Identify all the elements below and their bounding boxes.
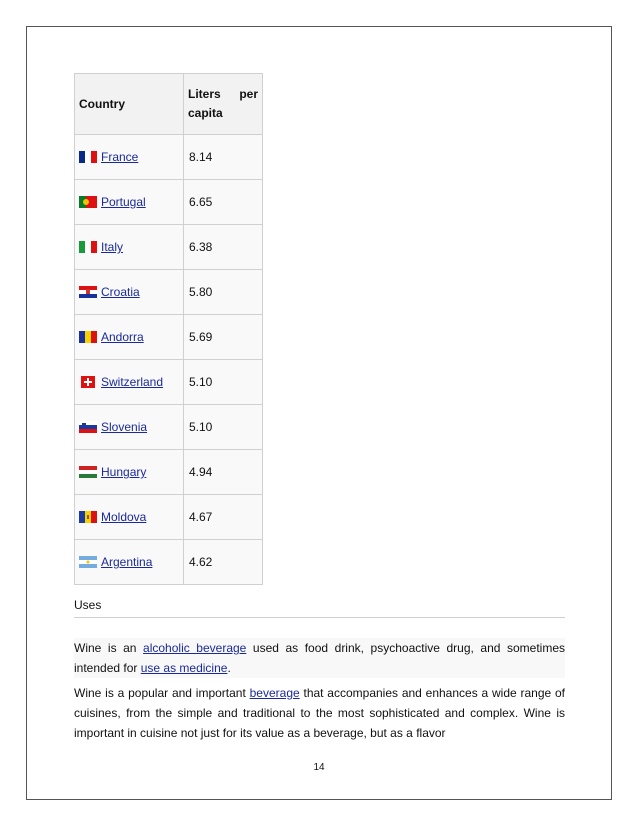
country-cell [75, 270, 184, 315]
country-link[interactable]: Andorra [101, 330, 144, 344]
country-cell [75, 225, 184, 270]
country-link[interactable]: Slovenia [101, 420, 148, 434]
country-cell [75, 135, 184, 180]
liters-value: 5.10 [189, 375, 213, 389]
croatia-flag-icon [79, 286, 97, 298]
country-link[interactable]: France [101, 150, 139, 164]
table-row [75, 270, 263, 315]
uses-heading: Uses [74, 598, 565, 618]
page-number: 14 [313, 762, 325, 773]
p2-text-rest: that accompanies and enhances a wide range of cuisines, from the simple and traditional to the most sophisticated and complex. Wine is important in cuisine not just for its value as a beverage, but as a flavor [74, 686, 565, 740]
table-row [75, 360, 263, 405]
country-link[interactable]: Hungary [101, 465, 147, 479]
header-country-label: Country [79, 97, 125, 111]
liters-value: 8.14 [189, 150, 213, 164]
slovenia-flag-icon [79, 421, 97, 433]
liters-cell [184, 270, 263, 315]
country-link[interactable]: Moldova [101, 510, 147, 524]
liters-value: 6.38 [189, 240, 213, 254]
table-row [75, 135, 263, 180]
table-header-row [75, 74, 263, 135]
country-link[interactable]: Italy [101, 240, 124, 254]
table-row [75, 405, 263, 450]
liters-cell [184, 450, 263, 495]
liters-cell [184, 180, 263, 225]
table-row [75, 450, 263, 495]
p2-text-start: Wine is a popular and important [74, 686, 250, 700]
moldova-flag-icon [79, 511, 97, 523]
header-per-word: per [239, 87, 258, 101]
beverage-link[interactable]: beverage [249, 686, 300, 700]
p1-text-start: Wine is an [74, 641, 144, 655]
table-row [75, 540, 263, 585]
argentina-flag-icon [79, 556, 97, 568]
country-cell [75, 315, 184, 360]
liters-cell [184, 225, 263, 270]
liters-value: 4.67 [189, 510, 213, 524]
liters-cell [184, 540, 263, 585]
country-link[interactable]: Portugal [101, 195, 146, 209]
uses-paragraph-1 [74, 638, 565, 678]
liters-cell [184, 495, 263, 540]
country-cell [75, 495, 184, 540]
country-cell [75, 405, 184, 450]
liters-value: 5.10 [189, 420, 213, 434]
country-cell [75, 180, 184, 225]
alcoholic-beverage-link[interactable]: alcoholic beverage [143, 641, 247, 655]
liters-cell [184, 405, 263, 450]
liters-cell [184, 360, 263, 405]
liters-value: 6.65 [189, 195, 213, 209]
country-cell [75, 360, 184, 405]
table-row [75, 495, 263, 540]
hungary-flag-icon [79, 466, 97, 478]
header-capita-word: capita [188, 106, 223, 120]
country-link[interactable]: Argentina [101, 555, 153, 569]
table-row [75, 315, 263, 360]
liters-value: 5.80 [189, 285, 213, 299]
wine-consumption-table [74, 73, 263, 585]
header-liters-word: Liters [188, 87, 221, 101]
use-as-medicine-link[interactable]: use as medicine [140, 661, 228, 675]
liters-cell [184, 135, 263, 180]
country-cell [75, 540, 184, 585]
andorra-flag-icon [79, 331, 97, 343]
italy-flag-icon [79, 241, 97, 253]
table-row [75, 180, 263, 225]
table-row [75, 225, 263, 270]
portugal-flag-icon [79, 196, 97, 208]
header-liters [184, 74, 263, 135]
country-link[interactable]: Croatia [101, 285, 140, 299]
country-link[interactable]: Switzerland [101, 375, 164, 389]
liters-cell [184, 315, 263, 360]
liters-value: 5.69 [189, 330, 213, 344]
header-country [75, 74, 184, 135]
switzerland-flag-icon [79, 376, 97, 388]
liters-value: 4.62 [189, 555, 213, 569]
p1-text-middle: used as food drink, psychoactive drug, and sometimes intended for [74, 641, 565, 675]
liters-value: 4.94 [189, 465, 213, 479]
uses-paragraph-2 [74, 683, 565, 743]
france-flag-icon [79, 151, 97, 163]
p1-text-end: . [227, 661, 231, 675]
country-cell [75, 450, 184, 495]
